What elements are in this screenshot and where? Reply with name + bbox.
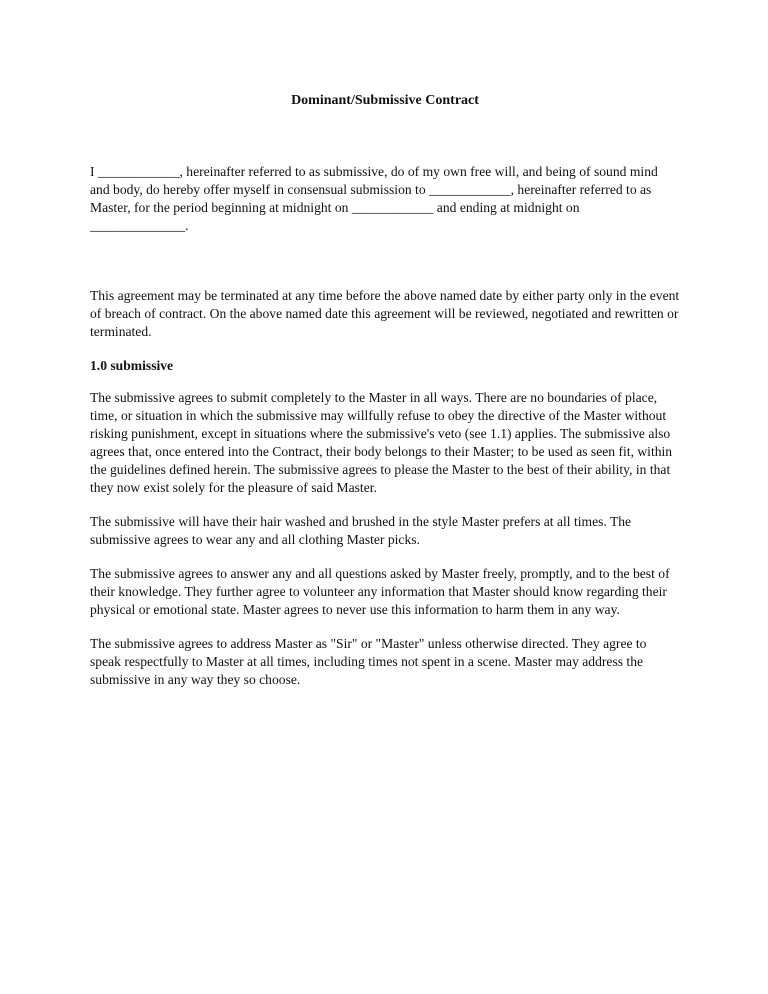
- termination-paragraph: This agreement may be terminated at any time before the above named date by either party only in the event of breach of contract. On the above named date this agreement will be reviewed, negotiated and rewritten or terminated.: [90, 288, 680, 339]
- section-heading: 1.0 submissive: [90, 358, 174, 373]
- document-content: [90, 91, 680, 705]
- document-title: Dominant/Submissive Contract: [291, 93, 479, 108]
- body-paragraph: The submissive agrees to submit completely to the Master in all ways. There are no boundaries of place, time, or situation in which the submissive may willfully refuse to obey the directive of the Master without risking punishment, except in situations where the submissive's veto (see 1.1) applies. The submissive also agrees that, once entered into the Contract, their body belongs to their Master; to be used as seen fit, within the guidelines defined herein. The submissive agrees to please the Master to the best of their ability, in that they now exist solely for the pleasure of said Master.: [90, 390, 673, 495]
- intro-paragraph: I ____________, hereinafter referred to as submissive, do of my own free will, and being of sound mind and body, do hereby offer myself in consensual submission to ____________, hereinafter referred to as Master, for the period beginning at midnight on ____________ and ending at midnight on ______________.: [90, 164, 658, 233]
- body-paragraph: The submissive agrees to address Master as "Sir" or "Master" unless otherwise directed. They agree to speak respectfully to Master at all times, including times not spent in a scene. Master may address the submissive in any way they so choose.: [90, 636, 647, 687]
- body-paragraph: The submissive will have their hair washed and brushed in the style Master prefers at all times. The submissive agrees to wear any and all clothing Master picks.: [90, 514, 632, 547]
- body-paragraph: The submissive agrees to answer any and all questions asked by Master freely, promptly, and to the best of their knowledge. They further agree to volunteer any information that Master should know regarding their physical or emotional state. Master agrees to never use this information to harm them in any way.: [90, 566, 670, 617]
